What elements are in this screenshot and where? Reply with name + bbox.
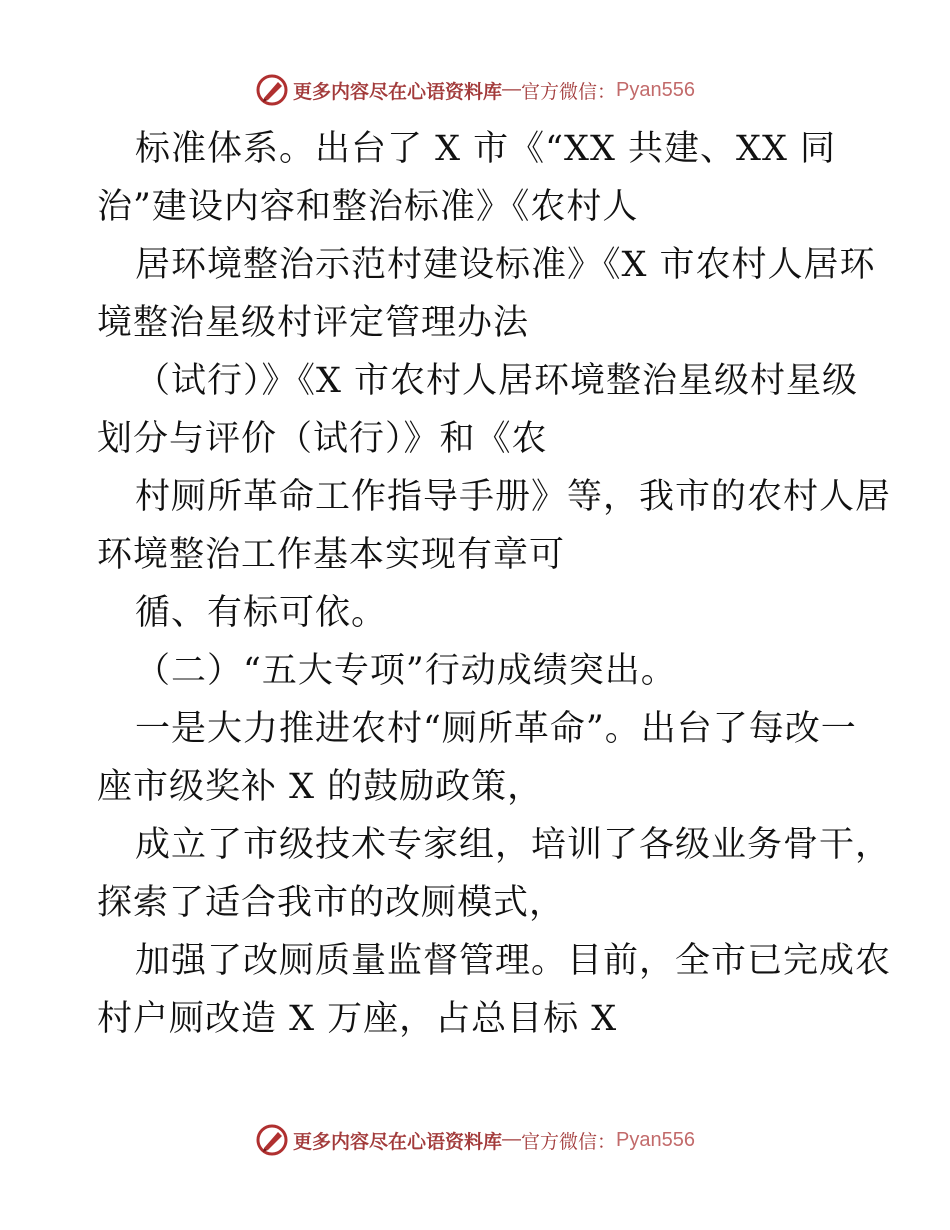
body-line: 一是大力推进农村“厕所革命”。出台了每改一 [135, 709, 857, 749]
body-line: 成立了市级技术专家组，培训了各级业务骨干， [135, 825, 892, 865]
body-line: 环境整治工作基本实现有章可 [97, 535, 566, 575]
body-line: 标准体系。出台了 X 市《“XX 共建、XX 同 [135, 129, 836, 169]
body-line: 座市级奖补 X 的鼓励政策， [97, 767, 544, 807]
pen-logo-icon [255, 1123, 289, 1157]
footer-banner [0, 1120, 950, 1160]
footer-banner-separator: — [502, 1129, 522, 1150]
body-line: 划分与评价（试行）》和《农 [97, 419, 548, 459]
body-line: 境整治星级村评定管理办法 [97, 303, 530, 343]
header-wechat-label: 官方微信： [521, 80, 617, 103]
footer-wechat-id: Pyan556 [616, 1128, 695, 1151]
body-line: 探索了适合我市的改厕模式， [97, 883, 566, 923]
body-line: 村户厕改造 X 万座，占总目标 X [97, 999, 618, 1039]
body-line: 村厕所革命工作指导手册》等，我市的农村人居 [135, 477, 892, 517]
section-heading: （二）“五大专项”行动成绩突出。 [135, 651, 677, 691]
footer-wechat-label: 官方微信： [521, 1130, 617, 1153]
body-line: （试行）》《X 市农村人居环境整治星级村星级 [135, 361, 859, 401]
header-banner-text: 更多内容尽在心语资料库 [293, 80, 503, 103]
header-wechat-id: Pyan556 [616, 78, 695, 101]
header-banner [0, 70, 950, 110]
pen-logo-icon [255, 73, 289, 107]
body-line: 居环境整治示范村建设标准》《X 市农村人居环 [135, 245, 876, 285]
body-line: 加强了改厕质量监督管理。目前，全市已完成农 [135, 941, 892, 981]
body-line: 循、有标可依。 [135, 593, 388, 633]
header-banner-separator: — [502, 79, 522, 100]
footer-banner-text: 更多内容尽在心语资料库 [293, 1130, 503, 1153]
body-line: 治”建设内容和整治标准》《农村人 [97, 187, 639, 227]
